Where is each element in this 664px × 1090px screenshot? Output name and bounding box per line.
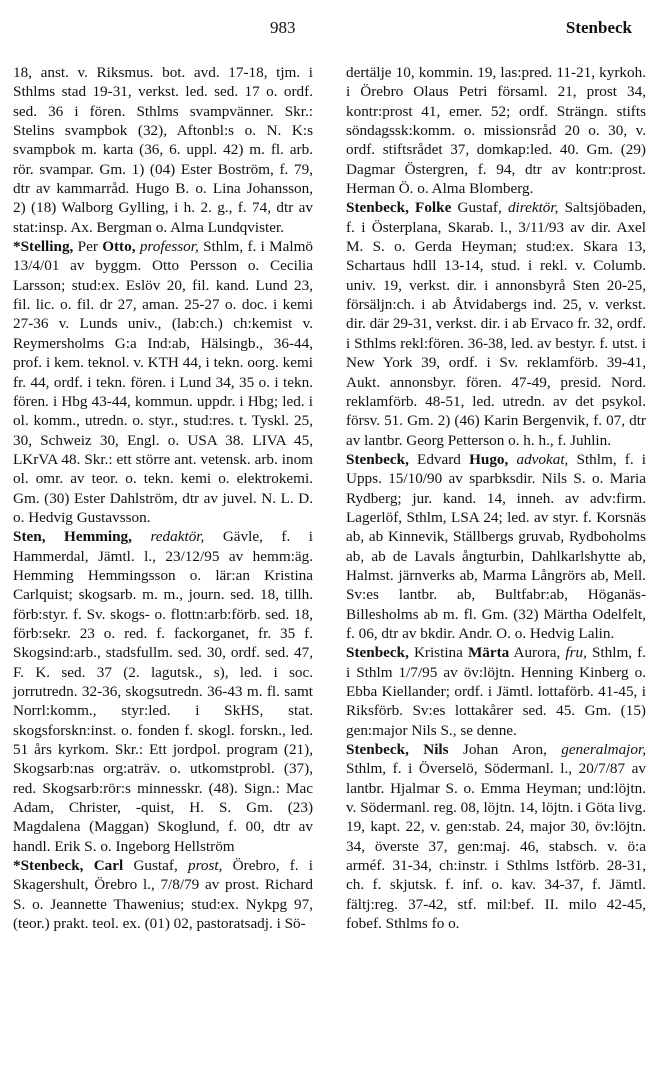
- entry-surname: Sten,: [13, 528, 46, 546]
- left-column: [13, 63, 313, 933]
- entry-surname: *Stelling,: [13, 238, 74, 256]
- entry-stenbeck-nils: Stenbeck, Nils Johan Aron, generalmajor, Sthlm, f. i Överselö, Södermanl. l., 20/7/87 av lantbr. Hjalmar S. o. Emma Heyman; und:löjtn. v. Södermanl. reg. 08, löjtn. 14, löjtn. i Göta livg. 19, kapt. 22, v. gen:stab. 24, major 30, öv:löjtn. 34, överste 37, gen:maj. 46, stabsch. v. ö:a arméf. 31-34, ch:instr. i Sthlms lstförb. 28-31, ch. f. skjutsk. f. inf. o. kav. 34-37, f. Jämtl. fältj:reg. 37-42, stf. mil:bef. II. milo 42-45, fobef. Sthlms fo o.: [346, 741, 647, 933]
- entry-stenbeck-folke: Stenbeck, Folke Gustaf, direktör, Saltsjöbaden, f. i Österplana, Skarab. l., 3/11/93 av dir. Axel M. S. o. Gerda Heyman; stud:ex. Skara 13, Schartaus hdll 13-14, stud. i rekl. v. Columb. univ. 19, verkst. dir. i annonsbyrå Sten 20-25, försäljn:ch. i ab Åtvidabergs ind. 25, v. verkst. dir. där 29-31, verkst. dir. i ab Ervaco fr. 32, ordf. i Sthlms rekl:fören. 36-38, led. av bestyr. f. utst. i New York 39, ordf. i Sv. reklamförb. 39-41, Aukt. annonsbyr. fören. 47-49, presid. Nord. reklamförb. 48-51, led. utredn. av det psykol. försv. 51. Gm. 2) (46) Karin Bergenvik, f. 07, dtr av lantbr. Georg Petterson o. h. h., f. Juhlin.: [346, 199, 646, 449]
- entry-stelling: *Stelling, Per Otto, professor, Sthlm, f. i Malmö 13/4/01 av byggm. Otto Persson o. Cecilia Larsson; stud:ex. Eslöv 20, fil. kand. Lund 23, fil. lic. o. fil. dr 27, aman. 25-27 o. doc. i kemi 27-36 v. Lunds univ., (lab:ch.) ch:kemist v. Reymersholms G:a Ind:ab, Hälsingb., 36-44, prof. i kem. teknol. v. KTH 44, i tekn. oorg. kemi fr. 44, ordf. i tekn. fören. i Lund 34, 35 o. i tekn. fören. i Hbg 43-44, kommun. uppdr. i Hbg; led. i ol. komm., utredn. o. styr., stud:res. t. Tyskl. 25, 30, Schweiz 30, Engl. o. USA 38. LIVA 45, LKrVA 48. Skr.: ett större ant. vetensk. arb. inom ol. omr. av teor. o. tekn. kemi o. elektrokemi. Gm. (30) Ester Dahlström, dtr av juvel. N. L. D. o. Hedvig Gustavsson.: [13, 238, 313, 526]
- entry-continuation: 18, anst. v. Riksmus. bot. avd. 17-18, tjm. i Sthlms stad 19-31, verkst. led. sed. 17 o. ordf. sed. 36 i fören. Sthlms svampvänner. Skr.: Stelins svampbok (32), Aftonbl:s o. N. K:s svampbok m. karta (36, 6. uppl. 42) m. fl. arb. rör. svampar. Gm. 1) (04) Ester Boström, f. 79, dtr av kammarråd. Hugo B. o. Lina Johansson, 2) (18) Walborg Gylling, i h. 2. g., f. 74, dtr av stat:insp. Ax. Bergman o. Alma Lundqvister.: [13, 64, 313, 236]
- page-number: 983: [270, 18, 296, 37]
- entry-continuation: dertälje 10, kommin. 19, las:pred. 11-21, kyrkoh. i Örebro Olaus Petri församl. 21, prost 34, kontr:prost 41, emer. 52; ordf. Strängn. stifts söndagssk:komm. o. missionsråd 20 o. 30, v. ordf. stiftsrådet 37, domkap:led. 40. Gm. (29) Dagmar Östergren, f. 94, dtr av kontr:prost. Herman Ö. o. Alma Blomberg.: [346, 64, 646, 198]
- entry-stenbeck-carl: *Stenbeck, Carl Gustaf, prost, Örebro, f. i Skagershult, Örebro l., 7/8/79 av prost. Richard S. o. Jeannette Thawenius; stud:ex. Nykpg 97, (teor.) prakt. teol. ex. (01) 02, pastoratsadj. i Sö-: [13, 857, 314, 933]
- entry-given-name: Nils: [423, 741, 449, 759]
- entry-surname: *Stenbeck,: [13, 857, 84, 875]
- entry-surname: Stenbeck,: [346, 450, 409, 468]
- entry-title: prost,: [187, 857, 223, 875]
- entry-title: generalmajor,: [561, 741, 647, 759]
- entry-stenbeck-hugo: Stenbeck, Edvard Hugo, advokat, Sthlm, f. i Upps. 15/10/90 av sparbksdir. Nils S. o. Maria Rydberg; jur. kand. 14, inneh. av adv:firm. Lagerlöf, Sthlm, LSA 24; led. av styr. f. Korsnäs ab, ab Kinnevik, Ställbergs gruvab, Rydboholms ab, ab de Lavals ångturbin, Dahlkarlshytte ab, Halmst. järnverks ab, Marma Långrörs ab, Mell. Sv:es lantbr. ab, Bultfabr:ab, Höganäs-Billesholms ab m. fl. Gm. (32) Märtha Odelfelt, f. 06, dtr av bkdir. Andr. O. o. Hedvig Lalin.: [346, 450, 647, 642]
- entry-title: direktör,: [507, 199, 559, 217]
- entry-title: advokat,: [516, 450, 569, 468]
- page-header: [0, 18, 664, 42]
- entry-surname: Stenbeck,: [346, 741, 409, 759]
- entry-given-name: Folke: [415, 199, 452, 217]
- entry-surname: Stenbeck,: [346, 199, 409, 217]
- entry-given-name: Hemming,: [64, 528, 132, 546]
- entry-title: fru,: [565, 644, 587, 662]
- right-column: [346, 63, 646, 933]
- entry-given-name: Hugo,: [469, 450, 509, 468]
- entry-title: redaktör,: [150, 528, 205, 546]
- entry-given-name: Märta: [467, 644, 510, 662]
- entry-given-name: Carl: [93, 857, 124, 875]
- entry-sten: Sten, Hemming, redaktör, Gävle, f. i Hammerdal, Jämtl. l., 23/12/95 av hemm:äg. Hemming Hemmingsson o. lär:an Kristina Carlquist; skogsarb. m. m., journ. sed. 18, tillh. förb:styr. f. Sv. skogs- o. flottn:arb:förb. sed. 18, förb:sekr. 23 o. red. f. fackorganet, fr. 35 f. Skogsind:arb., stadsfullm. sed. 30, ordf. sed. 47, F. K. sed. 37 (2. lagutsk., s), led. i soc. jorrutredn. 32-36, skogsutredn. 36-43 m. fl. samt Norrl:komm., styr:led. i SkHS, stat. skogsforskn:inst. o. fonden f. skogl. forskn., led. 51 års kyrkom. Skr.: Ett jordpol. program (21), Skogsarb:nas org:aträv. o. utkomstprobl. (37), red. Skogsarb:rör:s minnesskr. (48). Sign.: Mac Adam, Christer, -quist, H. S. Gm. (23) Magdalena (Maggan) Skoglund, f. 00, dtr av handl. Erik S. o. Ingeborg Hellström: [13, 528, 313, 855]
- entry-stenbeck-marta: Stenbeck, Kristina Märta Aurora, fru, Sthlm, f. i Sthlm 1/7/95 av öv:löjtn. Henning Kinberg o. Ebba Kiellander; ordf. i Jämtl. lottaförb. 41-45, i Riksförb. Sv:es lottakårer sed. 45. Gm. (15) gen:major Nils S., se denne.: [346, 644, 646, 739]
- running-head: Stenbeck: [565, 18, 632, 37]
- entry-title: professor,: [139, 238, 199, 256]
- entry-surname: Stenbeck,: [346, 644, 409, 662]
- entry-given-name: Otto,: [102, 238, 136, 256]
